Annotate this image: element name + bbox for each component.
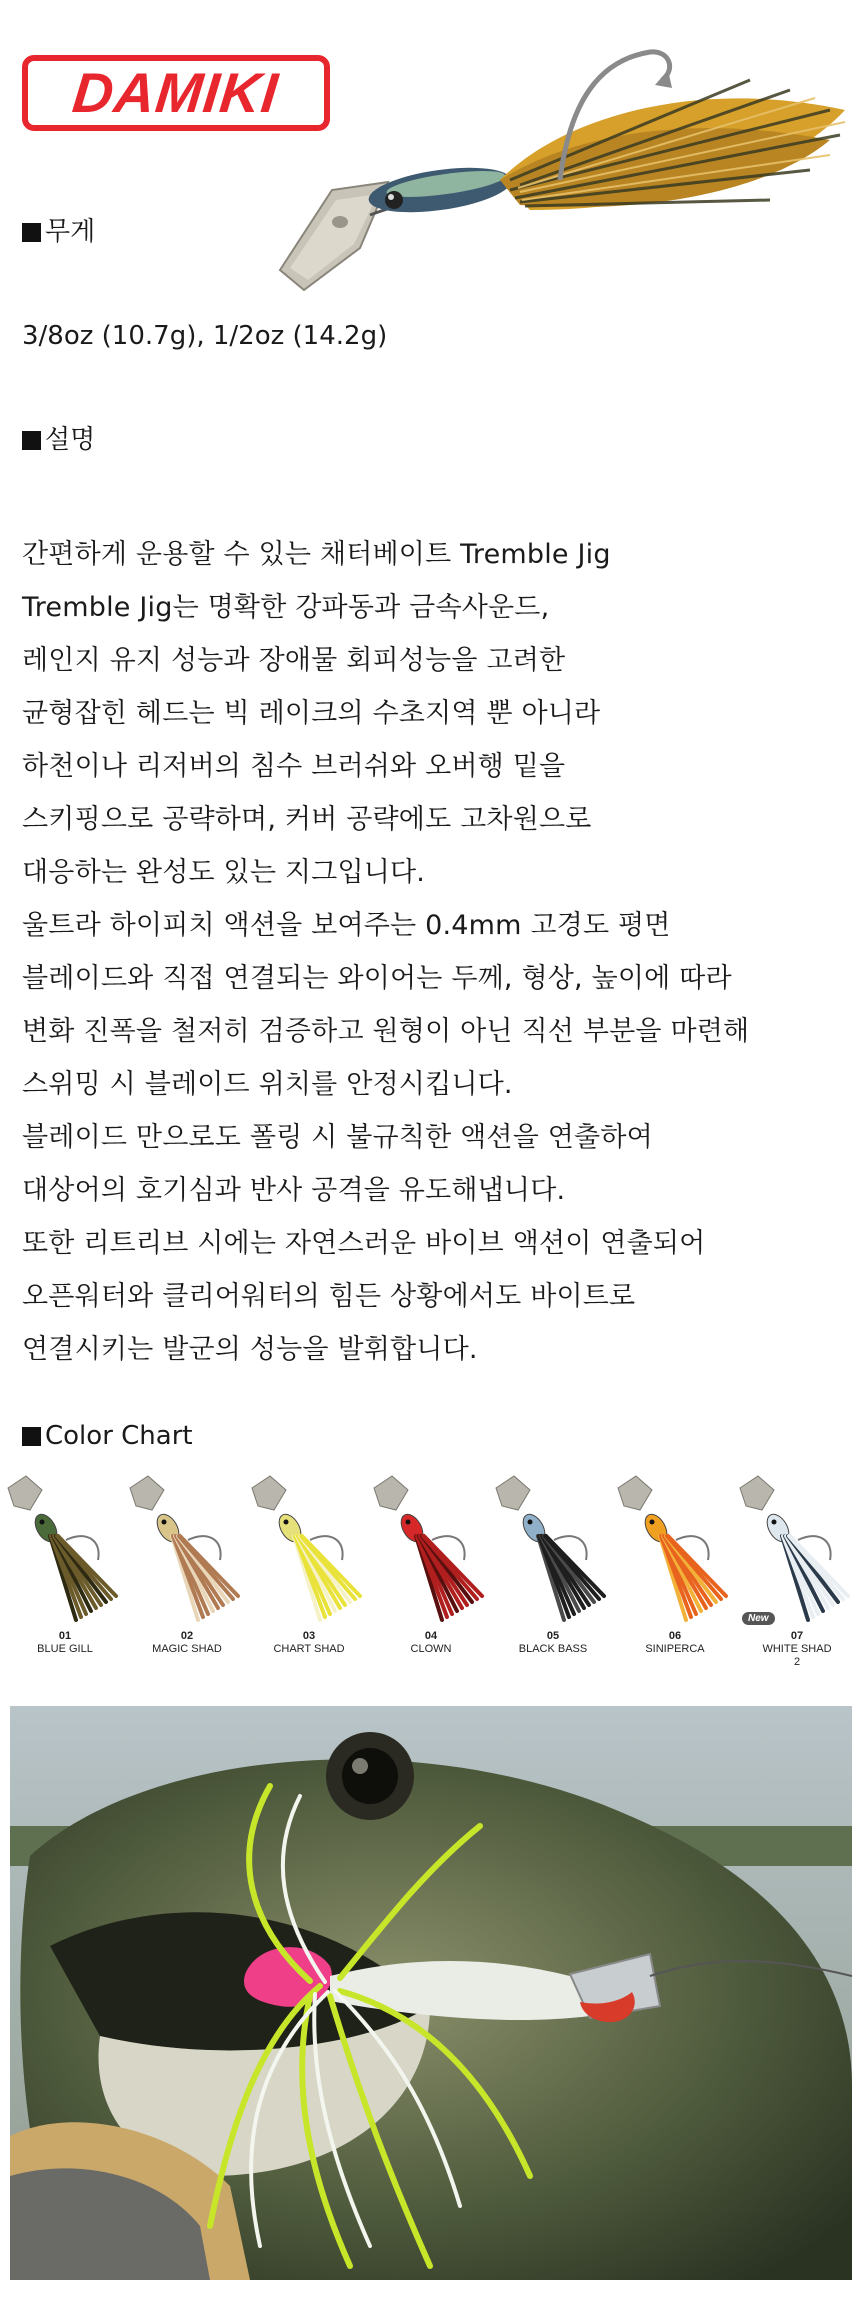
color-number: 02 [180, 1630, 194, 1642]
lure-image [128, 1470, 246, 1630]
description-line: 레인지 유지 성능과 장애물 회피성능을 고려한 [22, 645, 566, 676]
color-number: 03 [302, 1630, 316, 1642]
description-line: 또한 리트리브 시에는 자연스러운 바이브 액션이 연출되어 [22, 1228, 706, 1259]
lure-image [6, 1470, 124, 1630]
color-swatch-01 [6, 1470, 124, 1680]
description-body [22, 528, 860, 1376]
description-line: 대상어의 호기심과 반사 공격을 유도해냅니다. [22, 1175, 566, 1206]
description-line: 하천이나 리저버의 침수 브러쉬와 오버행 밑을 [22, 751, 566, 782]
description-line: 간편하게 운용할 수 있는 채터베이트 Tremble Jig [22, 539, 611, 570]
color-swatch-06 [616, 1470, 734, 1680]
color-name: SINIPERCA [645, 1643, 705, 1655]
color-swatch-05 [494, 1470, 612, 1680]
color-number: 01 [58, 1630, 72, 1642]
color-number: 07 [790, 1630, 804, 1642]
lure-image [738, 1470, 856, 1630]
lure-image [616, 1470, 734, 1630]
color-label [738, 1630, 856, 1669]
color-label [372, 1630, 490, 1656]
logo-text: DAMIKI [70, 61, 282, 124]
color-name: WHITE SHAD 2 [762, 1643, 832, 1668]
weight-value: 3/8oz (10.7g), 1/2oz (14.2g) [22, 321, 388, 351]
description-line: 스위밍 시 블레이드 위치를 안정시킵니다. [22, 1069, 513, 1100]
description-section-title [22, 424, 95, 456]
hero-product-image [270, 40, 860, 310]
description-line: 오픈워터와 클리어워터의 힘든 상황에서도 바이트로 [22, 1281, 636, 1312]
square-bullet-icon [22, 431, 41, 450]
weight-title: 무게 [45, 217, 96, 247]
color-name: BLUE GILL [37, 1643, 93, 1655]
lure-image [250, 1470, 368, 1630]
description-line: 스키핑으로 공략하며, 커버 공략에도 고차원으로 [22, 804, 592, 835]
color-number: 06 [668, 1630, 682, 1642]
color-name: CLOWN [410, 1643, 452, 1655]
square-bullet-icon [22, 1427, 41, 1446]
color-chart-title: Color Chart [45, 1421, 193, 1451]
color-name: BLACK BASS [518, 1643, 588, 1655]
color-number: 04 [424, 1630, 438, 1642]
color-chart [0, 1470, 860, 1680]
lure-image [372, 1470, 490, 1630]
lure-image [494, 1470, 612, 1630]
weight-section-title [22, 216, 95, 248]
color-swatch-07 [738, 1470, 856, 1680]
description-line: Tremble Jig는 명확한 강파동과 금속사운드, [22, 592, 550, 623]
color-label [250, 1630, 368, 1656]
description-line: 블레이드와 직접 연결되는 와이어는 두께, 형상, 높이에 따라 [22, 963, 732, 994]
color-label [6, 1630, 124, 1656]
description-title: 설명 [45, 425, 96, 455]
description-line: 블레이드 만으로도 폴링 시 불규칙한 액션을 연출하여 [22, 1122, 653, 1153]
color-label [616, 1630, 734, 1656]
description-line: 연결시키는 발군의 성능을 발휘합니다. [22, 1334, 478, 1365]
square-bullet-icon [22, 223, 41, 242]
color-swatch-04 [372, 1470, 490, 1680]
color-swatch-02 [128, 1470, 246, 1680]
color-label [494, 1630, 612, 1656]
description-line: 변화 진폭을 철저히 검증하고 원형이 아닌 직선 부분을 마련해 [22, 1016, 750, 1047]
color-name: MAGIC SHAD [152, 1643, 222, 1655]
description-line: 대응하는 완성도 있는 지그입니다. [22, 857, 426, 888]
bass-fishing-photo [10, 1706, 852, 2280]
description-line: 균형잡힌 헤드는 빅 레이크의 수초지역 뿐 아니라 [22, 698, 601, 729]
color-name: CHART SHAD [273, 1643, 345, 1655]
new-badge: New [742, 1612, 775, 1625]
color-chart-section-title [22, 1420, 193, 1452]
description-line: 울트라 하이피치 액션을 보여주는 0.4mm 고경도 평면 [22, 910, 671, 941]
color-swatch-03 [250, 1470, 368, 1680]
color-label [128, 1630, 246, 1656]
color-number: 05 [546, 1630, 560, 1642]
